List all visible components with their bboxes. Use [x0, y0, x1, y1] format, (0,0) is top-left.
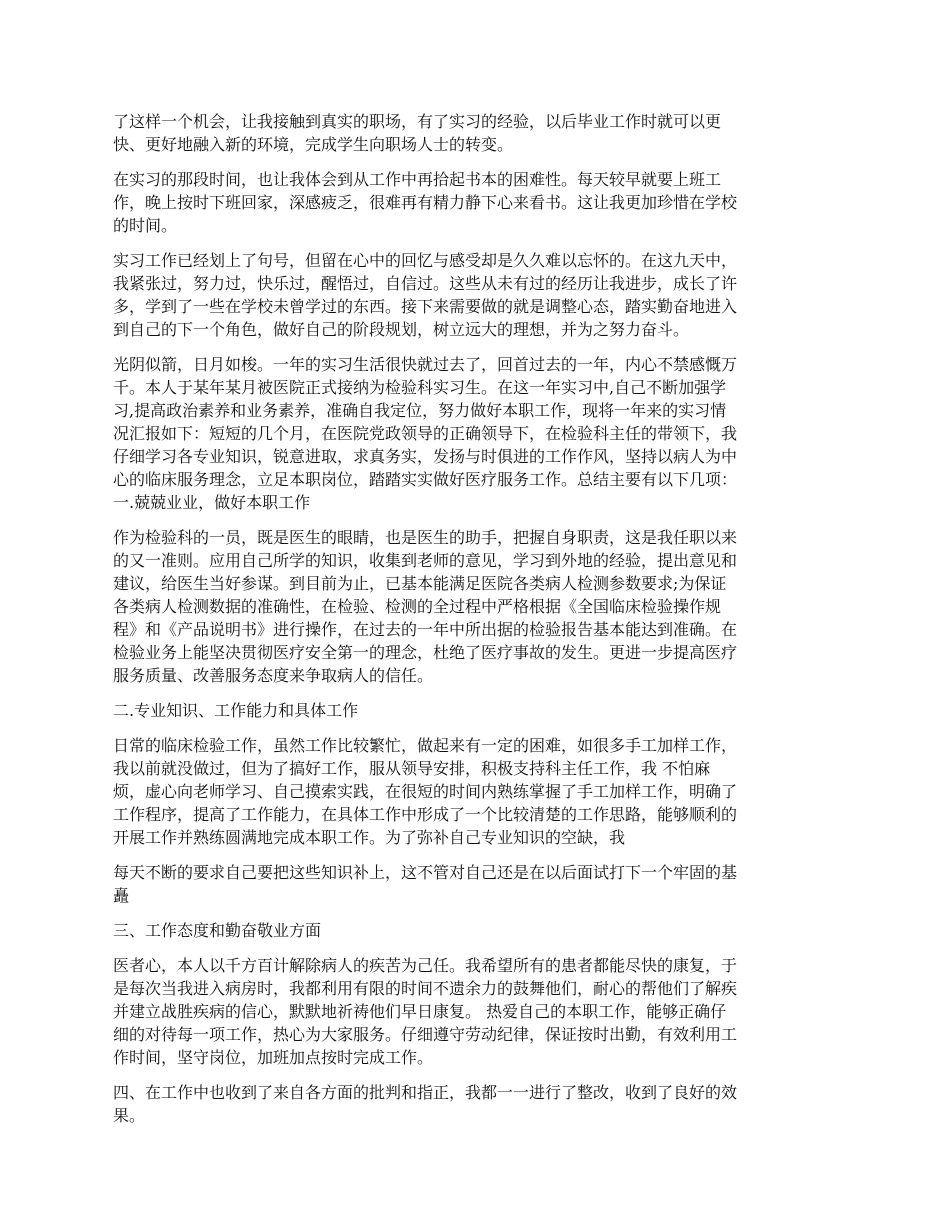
- paragraph-feedback: 四、在工作中也收到了来自各方面的批判和指正，我都一一进行了整改，收到了良好的效 果。: [113, 1083, 738, 1125]
- paragraph-study-difficulty: 在实习的那段时间，也让我体会到从工作中再拾起书本的困难性。每天较早就要上班工 作，晚上按时下班回家，深感疲乏，很难再有精力静下心来看书。这让我更加珍惜在学校 的时间。: [113, 170, 738, 235]
- paragraph-year-summary: 光阴似箭，日月如梭。一年的实习生活很快就过去了，回首过去的一年，内心不禁感慨万 千。本人于某年某月被医院正式接纳为检验科实习生。在这一年实习中,自己不断加强学 习,提高政治素养和业务素养，准确自我定位，努力做好本职工作，现将一年来的实习情 况汇报如下：短短的几个月，在医院党政领导的正确领导下，在检验科主任的带领下，我 仔细学习各专业知识，锐意进取，求真务实，发扬与时俱进的工作作风，坚持以病人为中 心的临床服务理念，立足本职岗位，踏踏实实做好医疗服务工作。总结主要有以下几项： 一.兢兢业业，做好本职工作: [113, 355, 738, 512]
- section-heading-work-attitude: 三、工作态度和勤奋敬业方面: [113, 921, 322, 940]
- paragraph-patient-care: 医者心，本人以千方百计解除病人的疾苦为己任。我希望所有的患者都能尽快的康复，于 是每次当我进入病房时，我都利用有限的时间不遗余力的鼓舞他们，耐心的帮他们了解疾 并建立战胜疾病的信心，默默地祈祷他们早日康复。 热爱自己的本职工作，能够正确仔 细的对待每一项工作，热心为大家服务。仔细遵守劳动纪律，保证按时出勤，有效利用工 作时间，坚守岗位，加班加点按时完成工作。: [113, 956, 738, 1067]
- paragraph-internship-opportunity: 了这样一个机会，让我接触到真实的职场，有了实习的经验，以后毕业工作时就可以更 快、更好地融入新的环境，完成学生向职场人士的转变。: [113, 112, 722, 154]
- section-heading-professional-knowledge: 二.专业知识、工作能力和具体工作: [113, 701, 359, 720]
- paragraph-knowledge-gap: 每天不断的要求自己要把这些知识补上，这不管对自己还是在以后面试打下一个牢固的基 矗: [113, 863, 738, 905]
- paragraph-daily-work: 日常的临床检验工作，虽然工作比较繁忙，做起来有一定的困难，如很多手工加样工作， 我以前就没做过，但为了搞好工作，服从领导安排，积极支持科主任工作，我 不怕麻 烦，虚心向老师学习、自己摸索实践，在很短的时间内熟练掌握了手工加样工作，明确了 工作程序，提高了工作能力，在具体工作中形成了一个比较清楚的工作思路，能够顺利的 开展工作并熟练圆满地完成本职工作。为了弥补自己专业知识的空缺，我: [113, 736, 738, 847]
- paragraph-lab-duties: 作为检验科的一员，既是医生的眼睛，也是医生的助手，把握自身职责，这是我任职以来 的又一准则。应用自己所学的知识，收集到老师的意见，学习到外地的经验，提出意见和 建议，给医生当好参谋。到目前为止，已基本能满足医院各类病人检测参数要求;为保证 各类病人检测数据的准确性，在检验、检测的全过程中严格根据《全国临床检验操作规 程》和《产品说明书》进行操作，在过去的一年中所出据的检验报告基本能达到准确。在 检验业务上能坚决贯彻医疗安全第一的理念，杜绝了医疗事故的发生。更进一步提高医疗 服务质量、改善服务态度来争取病人的信任。: [113, 528, 738, 685]
- paragraph-internship-reflection: 实习工作已经划上了句号，但留在心中的回忆与感受却是久久难以忘怀的。在这九天中， 我紧张过，努力过，快乐过，醒悟过，自信过。这些从未有过的经历让我进步，成长了许 多，学到了一些在学校未曾学过的东西。接下来需要做的就是调整心态，踏实勤奋地进入 到自己的下一个角色，做好自己的阶段规划，树立远大的理想，并为之努力奋斗。: [113, 251, 738, 339]
- document-body: [113, 110, 843, 1139]
